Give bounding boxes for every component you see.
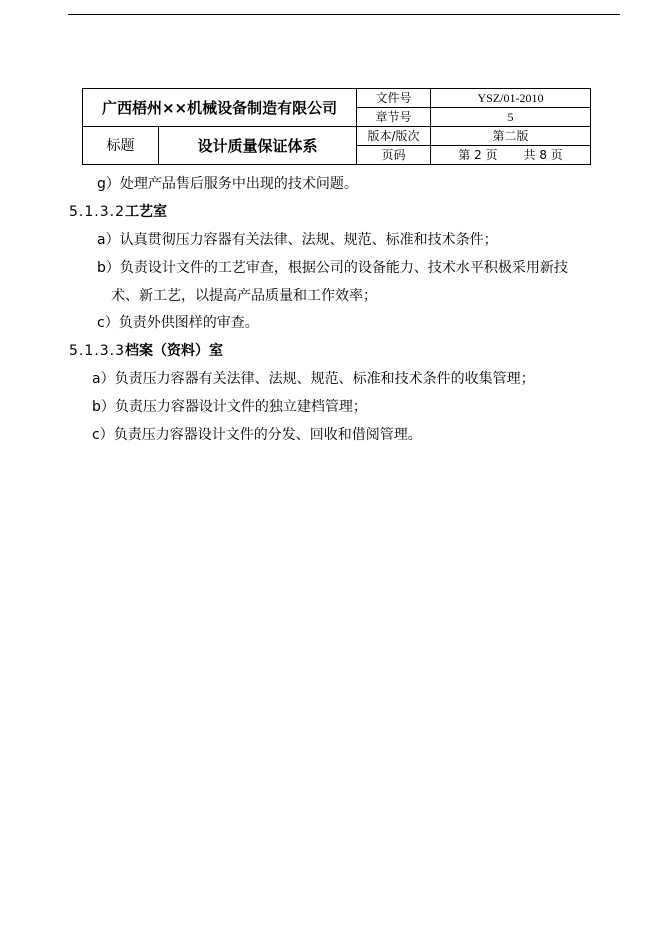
section-title: 档案（资料）室 (124, 343, 223, 359)
list-item: a）认真贯彻压力容器有关法律、法规、规范、标准和技术条件； (97, 232, 498, 248)
section-title: 工艺室 (124, 204, 167, 220)
company-name: 广西梧州××机械设备制造有限公司 (83, 89, 357, 127)
list-item: a）负责压力容器有关法律、法规、规范、标准和技术条件的收集管理； (92, 371, 535, 387)
header-rule (68, 14, 620, 15)
chapter-label: 章节号 (357, 108, 431, 127)
item-g: g）处理产品售后服务中出现的技术问题。 (97, 176, 358, 192)
list-item: c）负责外供图样的审查。 (97, 315, 259, 331)
list-item-continuation: 术、新工艺，以提高产品质量和工作效率； (111, 288, 377, 304)
version-label: 版本/版次 (357, 127, 431, 146)
list-item: c）负责压力容器设计文件的分发、回收和借阅管理。 (92, 427, 422, 443)
section-heading-archive (69, 341, 223, 361)
list-item: b）负责设计文件的工艺审查，根据公司的设备能力、技术水平积极采用新技 (97, 260, 568, 276)
list-item: b）负责压力容器设计文件的独立建档管理； (92, 399, 367, 415)
document-title: 设计质量保证体系 (159, 127, 357, 165)
section-number: 5.1.3.2 (69, 204, 125, 220)
chapter-value: 5 (431, 108, 591, 127)
title-label: 标题 (83, 127, 159, 165)
page-info (431, 146, 591, 165)
doc-number-label: 文件号 (357, 89, 431, 108)
section-heading-process (69, 202, 167, 222)
version-value: 第二版 (431, 127, 591, 146)
page-total: 共 8 页 (523, 148, 563, 162)
page-label: 页码 (357, 146, 431, 165)
doc-number-value: YSZ/01-2010 (431, 89, 591, 108)
page-current: 第 2 页 (458, 148, 498, 162)
section-number: 5.1.3.3 (69, 343, 125, 359)
document-header-table (82, 88, 591, 165)
